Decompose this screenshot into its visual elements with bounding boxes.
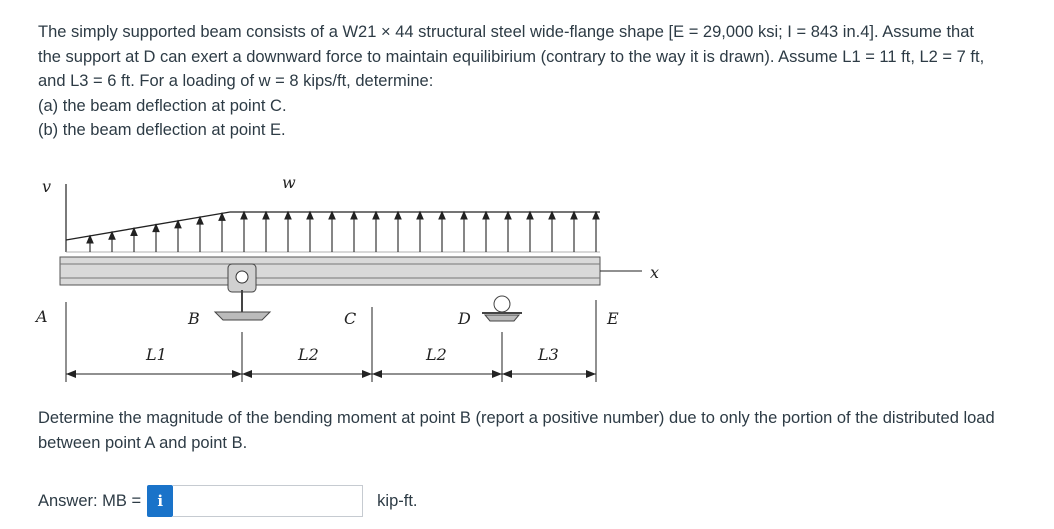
span-l2-left: L2 xyxy=(298,345,319,364)
label-w: w xyxy=(282,173,296,192)
load-arrow-head xyxy=(219,213,225,220)
part-a: (a) the beam deflection at point C. xyxy=(38,96,287,115)
span-l3: L3 xyxy=(538,345,559,364)
load-arrow-head xyxy=(307,212,313,219)
answer-input[interactable] xyxy=(173,485,363,517)
problem-line-1: The simply supported beam consists of a W21 × 44 structural steel wide-flange shape [E = 29,000 ksi; I = 843 in.4]. Assume that xyxy=(38,23,974,41)
answer-unit: kip-ft. xyxy=(377,491,418,510)
load-arrow-head xyxy=(483,212,489,219)
load-arrow-head xyxy=(593,212,599,219)
point-c: C xyxy=(344,309,357,328)
load-arrow-head xyxy=(329,212,335,219)
point-d: D xyxy=(458,309,471,328)
beam-figure xyxy=(30,172,670,387)
load-arrow-head xyxy=(131,228,137,235)
load-arrow-head xyxy=(395,212,401,219)
load-arrow-head xyxy=(351,212,357,219)
label-v: v xyxy=(42,177,52,196)
load-arrow-head xyxy=(263,212,269,219)
part-b: (b) the beam deflection at point E. xyxy=(38,121,286,139)
load-arrow-head xyxy=(527,212,533,219)
point-a: A xyxy=(36,307,48,326)
span-l2-right: L2 xyxy=(426,345,447,364)
load-arrow-head xyxy=(87,236,93,243)
question-text: Determine the magnitude of the bending moment at point B (report a positive number) due to only the portion of the distributed load between point A and point B. xyxy=(38,409,995,452)
load-arrow-head xyxy=(197,217,203,224)
load-arrow-head xyxy=(571,212,577,219)
load-arrow-head xyxy=(505,212,511,219)
load-arrow-head xyxy=(373,212,379,219)
answer-row xyxy=(38,483,418,519)
problem-line-3: and L3 = 6 ft. For a loading of w = 8 kips/ft, determine: xyxy=(38,72,434,90)
load-arrow-head xyxy=(461,212,467,219)
info-icon[interactable]: i xyxy=(147,485,173,517)
support-d-roller xyxy=(482,296,522,321)
point-b: B xyxy=(188,309,200,328)
beam xyxy=(60,257,600,285)
span-l1: L1 xyxy=(146,345,167,364)
load-arrow-head xyxy=(549,212,555,219)
point-e: E xyxy=(607,309,619,328)
load-arrow-head xyxy=(109,232,115,239)
question xyxy=(38,406,1043,455)
answer-label: Answer: MB = xyxy=(38,491,142,510)
load-arrow-head xyxy=(285,212,291,219)
problem-statement xyxy=(38,20,1043,143)
load-arrow-head xyxy=(417,212,423,219)
load-arrow-head xyxy=(439,212,445,219)
load-arrows xyxy=(87,212,599,252)
load-arrow-head xyxy=(241,212,247,219)
label-x: x xyxy=(650,263,660,282)
load-arrow-head xyxy=(175,221,181,228)
problem-line-2: the support at D can exert a downward force to maintain equilibirium (contrary to the way it is drawn). Assume L1 = 11 ft, L2 = 7 ft, xyxy=(38,47,985,66)
load-arrow-head xyxy=(153,225,159,232)
